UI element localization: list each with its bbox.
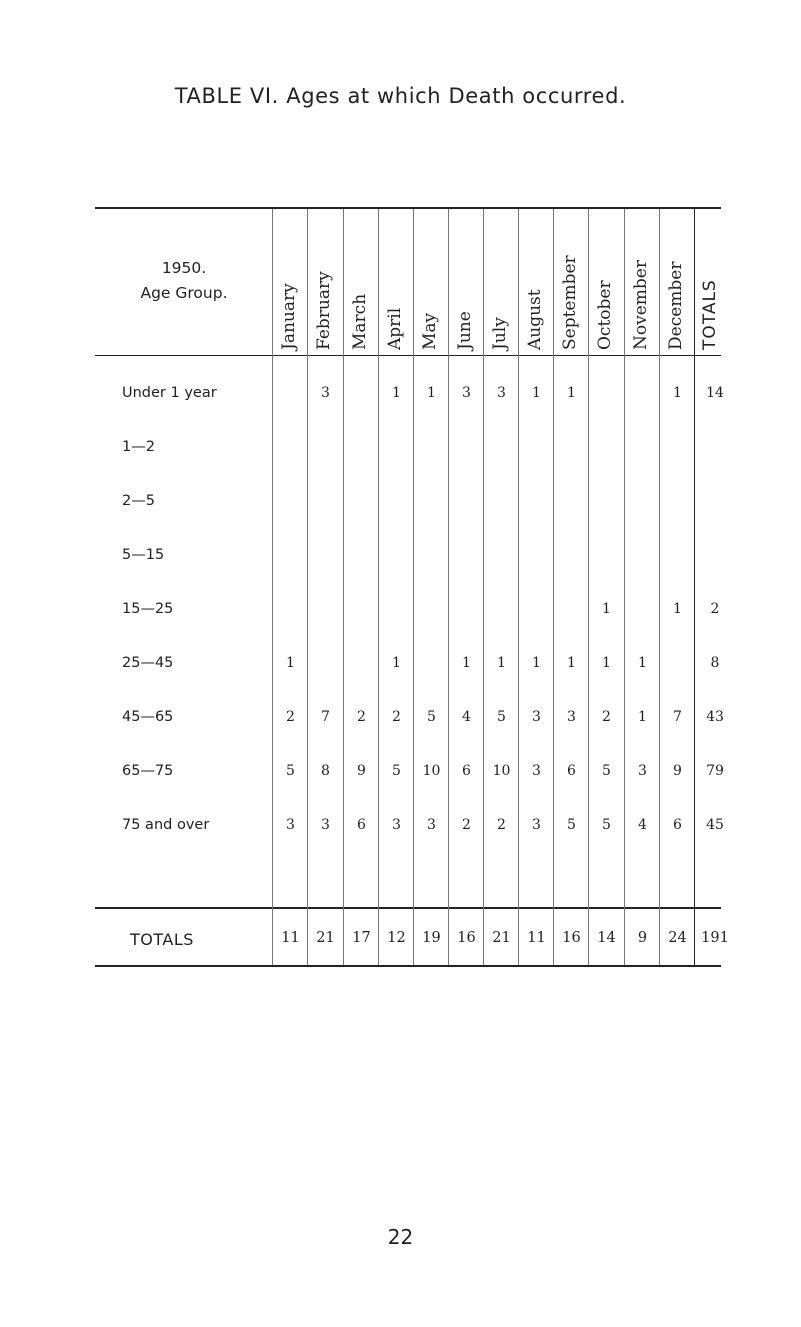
table-cell: 2 xyxy=(392,709,401,725)
table-cell: 5 xyxy=(567,817,576,833)
totals-top-rule xyxy=(95,907,721,909)
age-group-label: Age Group. xyxy=(140,284,228,302)
table-cell: 1 xyxy=(497,655,506,671)
row-total-cell: 79 xyxy=(706,763,724,779)
month-header-may: May xyxy=(420,312,440,350)
totals-cell: 17 xyxy=(352,930,371,946)
column-separator xyxy=(272,209,273,965)
totals-cell: 12 xyxy=(387,930,406,946)
table-cell: 4 xyxy=(638,817,647,833)
table-cell: 2 xyxy=(497,817,506,833)
column-separator xyxy=(624,209,625,965)
table-cell: 3 xyxy=(462,385,471,401)
table-cell: 1 xyxy=(602,601,611,617)
column-separator xyxy=(483,209,484,965)
row-total-cell: 8 xyxy=(710,655,720,671)
table-cell: 1 xyxy=(532,385,541,401)
column-separator xyxy=(307,209,308,965)
table-cell: 8 xyxy=(321,763,330,779)
bottom-rule xyxy=(95,965,721,967)
totals-cell: 11 xyxy=(527,930,546,946)
column-separator xyxy=(588,209,589,965)
table-cell: 3 xyxy=(321,817,330,833)
row-label: 45—65 xyxy=(122,709,174,725)
header-bottom-rule xyxy=(95,355,721,356)
totals-cell: 9 xyxy=(637,930,648,946)
grand-total-cell: 191 xyxy=(701,930,729,946)
month-header-april: April xyxy=(385,307,405,350)
table-cell: 1 xyxy=(638,709,647,725)
totals-cell: 21 xyxy=(492,930,511,946)
month-header-february: February xyxy=(314,271,334,350)
row-label: 65—75 xyxy=(122,763,174,779)
totals-cell: 24 xyxy=(668,930,687,946)
totals-column-separator xyxy=(694,209,695,965)
table-cell: 1 xyxy=(532,655,541,671)
column-separator xyxy=(378,209,379,965)
table-cell: 5 xyxy=(427,709,436,725)
row-total-cell: 45 xyxy=(706,817,724,833)
row-label: Under 1 year xyxy=(122,385,217,401)
table-title: TABLE VI. Ages at which Death occurred. xyxy=(174,84,627,108)
table-cell: 3 xyxy=(567,709,576,725)
table-cell: 2 xyxy=(357,709,366,725)
table-cell: 3 xyxy=(638,763,647,779)
table-cell: 10 xyxy=(422,763,441,779)
top-rule xyxy=(95,207,721,209)
row-label: 1—2 xyxy=(122,439,155,455)
table-cell: 5 xyxy=(497,709,506,725)
table-cell: 5 xyxy=(286,763,295,779)
column-separator xyxy=(553,209,554,965)
page-number: 22 xyxy=(387,1225,414,1249)
table-cell: 5 xyxy=(602,817,611,833)
totals-cell: 19 xyxy=(422,930,441,946)
column-separator xyxy=(518,209,519,965)
table-cell: 10 xyxy=(492,763,511,779)
age-group-header xyxy=(95,256,273,306)
table-cell: 7 xyxy=(321,709,330,725)
column-separator xyxy=(659,209,660,965)
row-label: 75 and over xyxy=(122,817,210,833)
row-total-cell: 43 xyxy=(706,709,724,725)
totals-column-header: TOTALS xyxy=(700,279,720,350)
table-cell: 6 xyxy=(567,763,576,779)
totals-cell: 11 xyxy=(281,930,300,946)
table-cell: 3 xyxy=(427,817,436,833)
table-cell: 1 xyxy=(602,655,611,671)
column-separator xyxy=(448,209,449,965)
totals-cell: 21 xyxy=(316,930,335,946)
table-cell: 3 xyxy=(532,763,541,779)
table-cell: 6 xyxy=(357,817,366,833)
month-header-november: November xyxy=(631,260,651,350)
totals-cell: 14 xyxy=(597,930,616,946)
table-cell: 3 xyxy=(532,709,541,725)
month-header-january: January xyxy=(279,283,299,350)
table-cell: 3 xyxy=(286,817,295,833)
table-cell: 1 xyxy=(673,601,682,617)
column-separator xyxy=(413,209,414,965)
month-header-june: June xyxy=(455,311,475,350)
table-cell: 3 xyxy=(321,385,330,401)
table-cell: 4 xyxy=(462,709,471,725)
month-header-october: October xyxy=(595,280,615,350)
year-label: 1950. xyxy=(161,259,207,277)
table-cell: 9 xyxy=(357,763,366,779)
table-cell: 3 xyxy=(497,385,506,401)
row-label: 5—15 xyxy=(122,547,165,563)
month-header-august: August xyxy=(525,289,545,350)
table-cell: 9 xyxy=(673,763,682,779)
month-header-december: December xyxy=(666,261,686,350)
row-label: 25—45 xyxy=(122,655,174,671)
month-header-march: March xyxy=(350,293,370,350)
table-cell: 1 xyxy=(567,385,576,401)
totals-row-label: TOTALS xyxy=(130,930,194,949)
table-cell: 5 xyxy=(392,763,401,779)
table-cell: 1 xyxy=(427,385,436,401)
table-cell: 1 xyxy=(392,655,401,671)
table-cell: 3 xyxy=(392,817,401,833)
row-total-cell: 2 xyxy=(710,601,720,617)
month-header-september: September xyxy=(560,255,580,350)
table-cell: 2 xyxy=(602,709,611,725)
table-cell: 1 xyxy=(673,385,682,401)
table-cell: 2 xyxy=(462,817,471,833)
column-separator xyxy=(343,209,344,965)
totals-cell: 16 xyxy=(457,930,476,946)
table-cell: 3 xyxy=(532,817,541,833)
totals-cell: 16 xyxy=(562,930,581,946)
table-cell: 1 xyxy=(286,655,295,671)
table-cell: 1 xyxy=(392,385,401,401)
row-label: 2—5 xyxy=(122,493,155,509)
row-total-cell: 14 xyxy=(706,385,724,401)
table-cell: 2 xyxy=(286,709,295,725)
table-cell: 1 xyxy=(567,655,576,671)
table-cell: 7 xyxy=(673,709,682,725)
table-cell: 1 xyxy=(462,655,471,671)
table-cell: 5 xyxy=(602,763,611,779)
table-cell: 6 xyxy=(462,763,471,779)
table-cell: 6 xyxy=(673,817,682,833)
row-label: 15—25 xyxy=(122,601,174,617)
month-header-july: July xyxy=(490,317,510,350)
table-cell: 1 xyxy=(638,655,647,671)
